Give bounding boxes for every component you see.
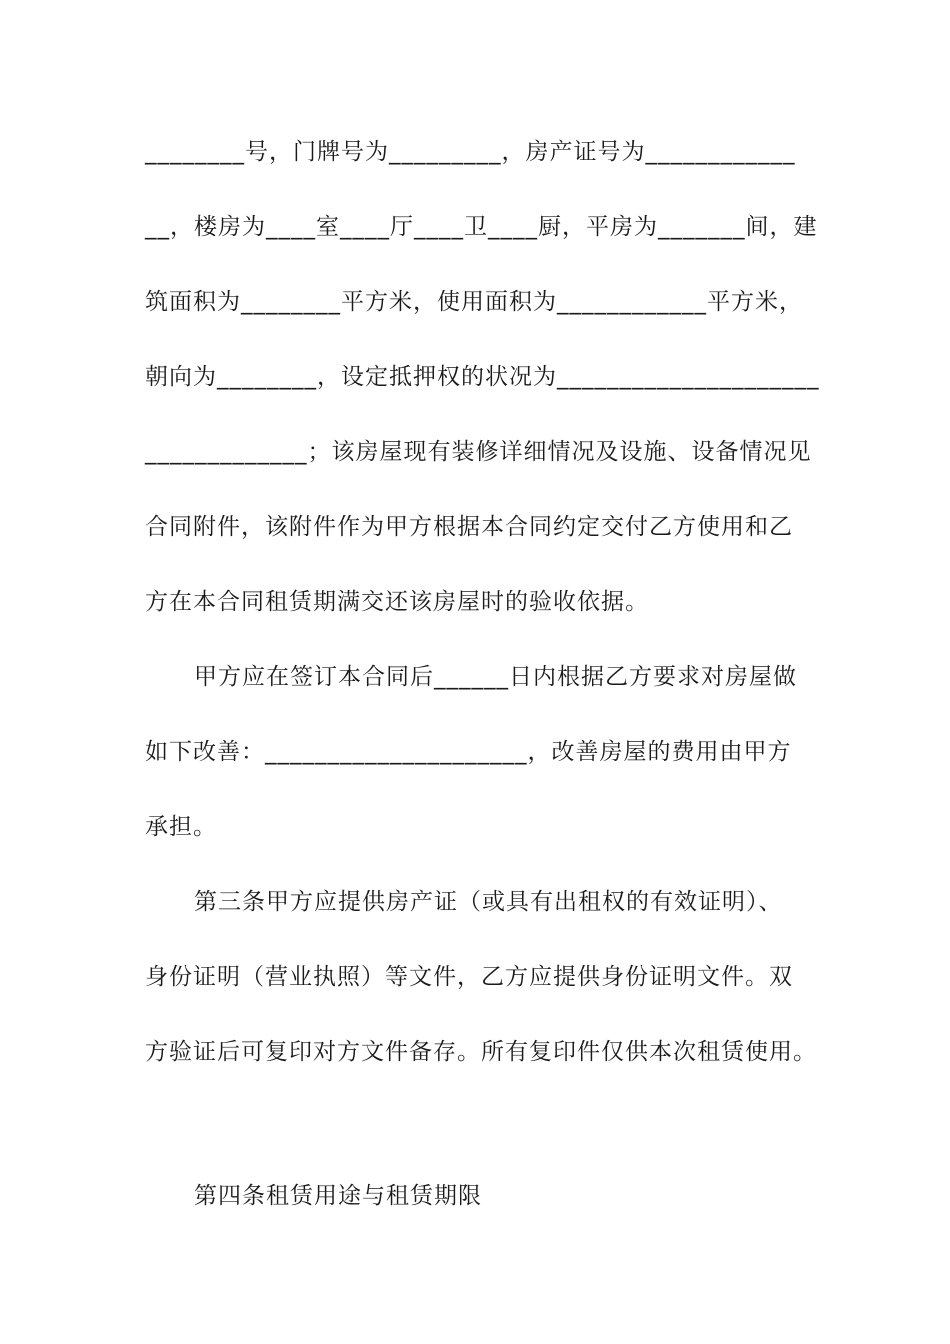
text-line: 方验证后可复印对方文件备存。所有复印件仅供本次租赁使用。 (145, 1039, 817, 1065)
article-three-line: 第三条甲方应提供房产证（或具有出租权的有效证明）、 (194, 889, 783, 915)
text-line: __，楼房为____室____厅____卫____厨，平房为_______间，建 (145, 214, 818, 240)
text-line: _____________；该房屋现有装修详细情况及设施、设备情况见 (145, 439, 812, 465)
text-line: 承担。 (145, 814, 217, 840)
paragraph-start-line: 甲方应在签订本合同后______日内根据乙方要求对房屋做 (194, 664, 797, 690)
text-line: 朝向为________，设定抵押权的状况为_____________________ (145, 364, 820, 390)
text-line: 方在本合同租赁期满交还该房屋时的验收依据。 (145, 589, 649, 615)
text-line: ________号，门牌号为_________，房产证号为____________ (145, 139, 796, 165)
text-line: 身份证明（营业执照）等文件，乙方应提供身份证明文件。双 (145, 964, 793, 990)
text-line: 如下改善：_____________________，改善房屋的费用由甲方 (145, 739, 792, 765)
text-line: 合同附件，该附件作为甲方根据本合同约定交付乙方使用和乙 (145, 514, 793, 540)
text-line: 筑面积为________平方米，使用面积为____________平方米， (145, 289, 803, 315)
article-four-heading: 第四条租赁用途与租赁期限 (194, 1183, 482, 1209)
